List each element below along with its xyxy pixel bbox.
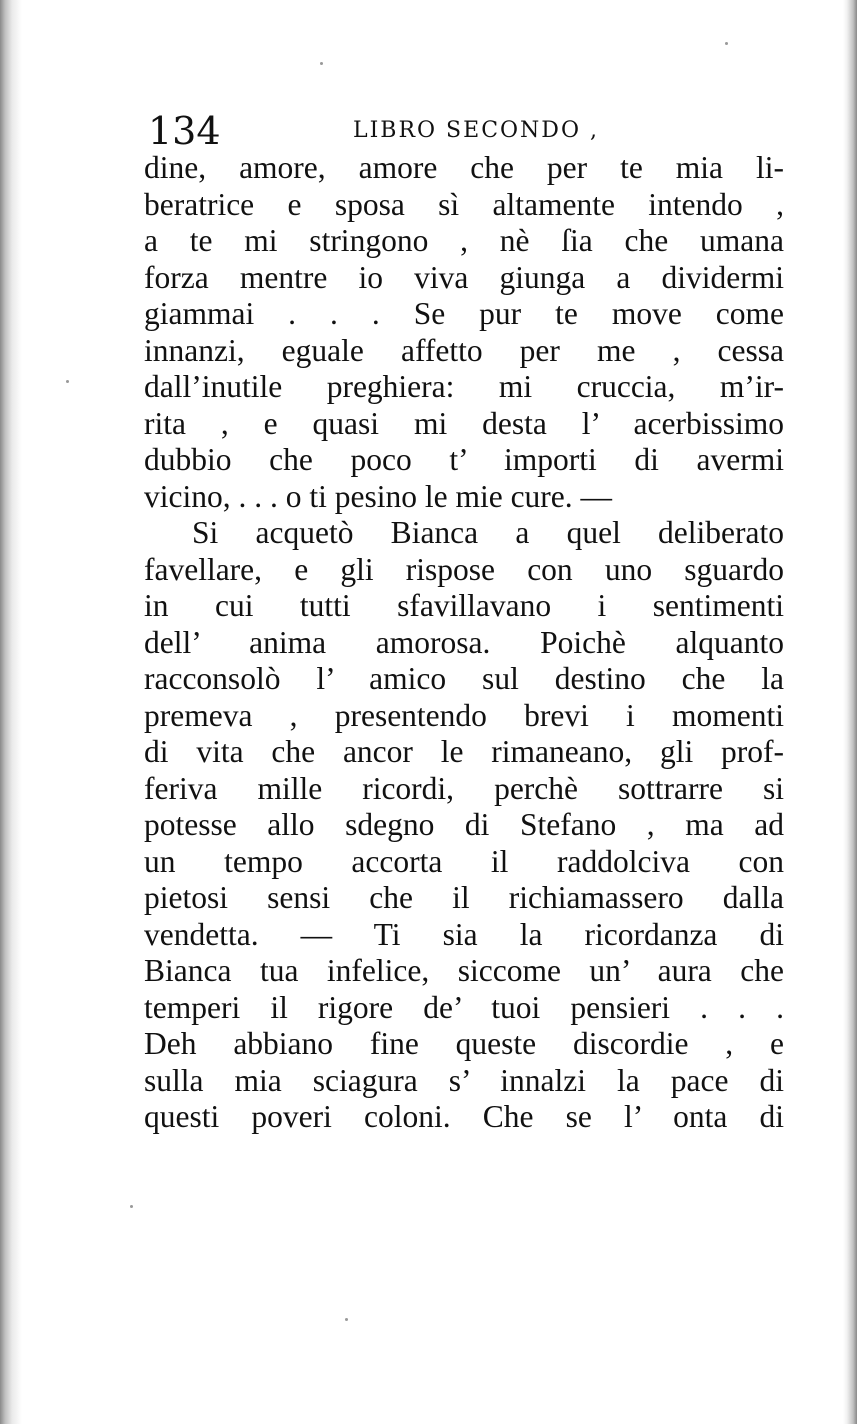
text-line: pietosi sensi che il richiamassero dalla (144, 880, 784, 915)
paragraph-start-line: Si acquetò Bianca a quel deliberato (192, 515, 784, 550)
text-line: di vita che ancor le rimaneano, gli prof- (144, 734, 784, 769)
text-line: sulla mia sciagura s’ innalzi la pace di (144, 1062, 784, 1098)
text-line: Bianca tua infelice, siccome un’ aura che (144, 953, 784, 988)
text-line: innanzi, eguale affetto per me , cessa (144, 332, 784, 368)
text-line: questi poveri coloni. Che se l’ onta di (144, 1099, 784, 1134)
text-line: rita , e quasi mi desta l’ acerbissimo (144, 405, 784, 441)
text-line: Deh abbiano fine queste discordie , e (144, 1026, 784, 1061)
body-text (144, 150, 784, 1136)
text-line: feriva mille ricordi, perchè sottrarre si (144, 770, 784, 806)
text-line: un tempo accorta il raddolciva con (144, 843, 784, 879)
page-edge-shadow (843, 0, 857, 1424)
paper-speck (725, 42, 728, 45)
paper-speck (345, 1318, 348, 1321)
running-head: LIBRO SECONDO , (353, 118, 599, 143)
text-line: premeva , presentendo brevi i momenti (144, 697, 784, 733)
text-line: dine, amore, amore che per te mia li- (144, 150, 784, 185)
text-line: temperi il rigore de’ tuoi pensieri . . . (144, 989, 784, 1025)
text-line: vendetta. — Ti sia la ricordanza di (144, 916, 784, 952)
paper-speck (66, 380, 69, 383)
text-line: a te mi stringono , nè ſia che umana (144, 223, 784, 258)
paper-speck (130, 1205, 133, 1208)
text-line: potesse allo sdegno di Stefano , ma ad (144, 807, 784, 842)
text-line: dubbio che poco t’ importi di avermi (144, 442, 784, 477)
text-line: dall’inutile preghiera: mi cruccia, m’ir- (144, 369, 784, 404)
page-binding-shadow (0, 0, 22, 1424)
text-line: forza mentre io viva giunga a dividermi (144, 259, 784, 295)
text-line: favellare, e gli rispose con uno sguardo (144, 551, 784, 587)
paper-speck (320, 62, 323, 65)
text-line: giammai . . . Se pur te move come (144, 296, 784, 331)
text-line: dell’ anima amorosa. Poichè alquanto (144, 624, 784, 660)
text-line: vicino, . . . o ti pesino le mie cure. — (144, 478, 613, 514)
text-line: racconsolò l’ amico sul destino che la (144, 661, 784, 696)
text-line: beratrice e sposa sì altamente intendo , (144, 186, 784, 222)
text-line: in cui tutti sfavillavano i sentimenti (144, 588, 784, 623)
page-number: 134 (148, 109, 221, 153)
page-header (148, 108, 618, 154)
